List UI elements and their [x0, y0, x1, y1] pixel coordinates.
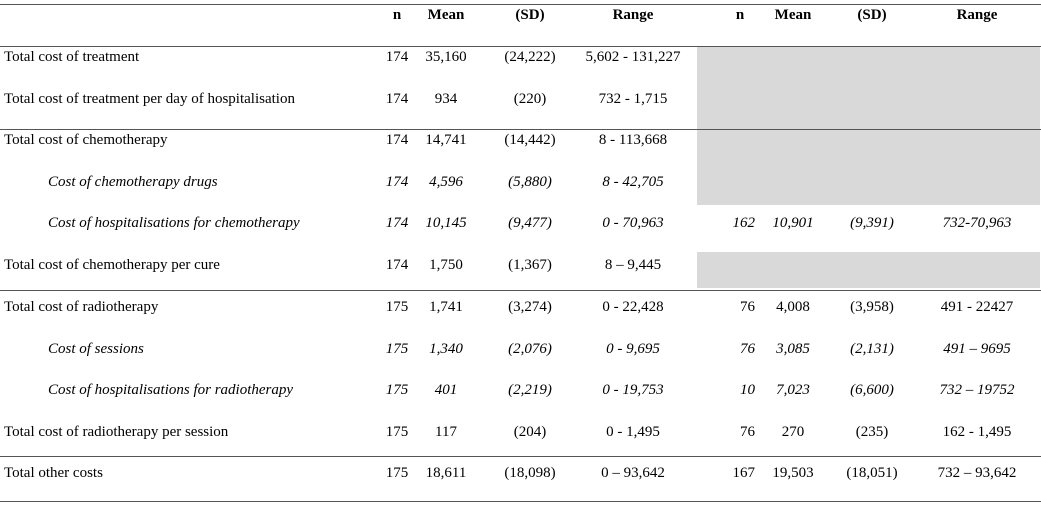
cell-b-3: 732-70,963 — [942, 215, 1012, 231]
rule-bottom — [0, 501, 1041, 502]
cell-a-2: (220) — [513, 91, 547, 107]
cell-a-0: 174 — [385, 91, 409, 107]
cell-b-3: 732 – 19752 — [939, 382, 1015, 398]
shaded-block-3 — [697, 252, 1040, 288]
cell-b-2: (18,051) — [846, 465, 898, 481]
cell-b-0: 76 — [740, 341, 755, 357]
header-range-1: Range — [612, 7, 654, 23]
cell-a-3: 8 - 42,705 — [602, 174, 664, 190]
cell-a-3: 5,602 - 131,227 — [585, 49, 681, 65]
cell-b-2: (9,391) — [850, 215, 894, 231]
cell-a-1: 4,596 — [429, 174, 463, 190]
row-label: Total cost of treatment — [4, 49, 140, 65]
cell-a-3: 0 - 1,495 — [606, 424, 660, 440]
cell-b-0: 10 — [740, 382, 755, 398]
rule-radio — [0, 290, 1041, 291]
cell-b-3: 732 – 93,642 — [937, 465, 1017, 481]
cell-a-2: (18,098) — [504, 465, 556, 481]
cell-a-2: (204) — [513, 424, 547, 440]
header-sd-1: (SD) — [515, 7, 545, 23]
cell-a-1: 18,611 — [425, 465, 467, 481]
cell-a-3: 0 – 93,642 — [601, 465, 665, 481]
cell-b-3: 162 - 1,495 — [942, 424, 1012, 440]
header-mean-1: Mean — [427, 7, 465, 23]
cell-a-3: 8 – 9,445 — [604, 257, 662, 273]
cell-b-1: 19,503 — [772, 465, 814, 481]
header-mean-2: Mean — [774, 7, 812, 23]
cell-a-0: 174 — [385, 132, 409, 148]
row-label: Total cost of chemotherapy — [4, 132, 168, 148]
row-label: Total cost of radiotherapy per session — [4, 424, 229, 440]
cell-a-0: 175 — [385, 382, 409, 398]
cell-a-2: (9,477) — [508, 215, 552, 231]
rule-top — [0, 4, 1041, 5]
cell-a-1: 35,160 — [425, 49, 467, 65]
cell-a-0: 174 — [385, 49, 409, 65]
shaded-block-1 — [697, 47, 1040, 129]
row-label: Cost of hospitalisations for chemotherapy — [48, 215, 300, 231]
cell-a-0: 174 — [385, 215, 409, 231]
cell-b-0: 162 — [732, 215, 755, 231]
cell-b-0: 167 — [732, 465, 755, 481]
cell-b-3: 491 - 22427 — [940, 299, 1014, 315]
cell-a-2: (2,219) — [508, 382, 552, 398]
cell-b-2: (6,600) — [850, 382, 894, 398]
cell-a-1: 1,750 — [429, 257, 463, 273]
cell-a-3: 732 - 1,715 — [598, 91, 668, 107]
cell-a-0: 175 — [385, 341, 409, 357]
cell-a-1: 401 — [434, 382, 458, 398]
row-label: Total cost of radiotherapy — [4, 299, 159, 315]
cell-b-2: (3,958) — [850, 299, 894, 315]
cell-b-3: 491 – 9695 — [943, 341, 1011, 357]
rule-header — [0, 46, 1041, 47]
cell-a-1: 934 — [434, 91, 458, 107]
cell-b-1: 10,901 — [772, 215, 814, 231]
cell-a-2: (14,442) — [504, 132, 556, 148]
cell-a-1: 117 — [435, 424, 457, 440]
cell-a-0: 175 — [385, 424, 409, 440]
cell-a-1: 1,741 — [429, 299, 463, 315]
header-sd-2: (SD) — [857, 7, 887, 23]
cell-a-1: 10,145 — [425, 215, 467, 231]
cell-b-2: (235) — [855, 424, 889, 440]
rule-other — [0, 456, 1041, 457]
cell-b-0: 76 — [740, 424, 755, 440]
row-label: Cost of hospitalisations for radiotherapy — [48, 382, 294, 398]
cell-a-2: (5,880) — [508, 174, 552, 190]
cell-a-3: 0 - 22,428 — [602, 299, 664, 315]
cell-b-1: 3,085 — [776, 341, 810, 357]
cell-a-3: 0 - 9,695 — [606, 341, 660, 357]
row-label: Cost of chemotherapy drugs — [48, 174, 218, 190]
cell-a-2: (1,367) — [508, 257, 552, 273]
row-label: Total cost of chemotherapy per cure — [4, 257, 220, 273]
header-n-2: n — [735, 7, 745, 23]
header-n-1: n — [392, 7, 402, 23]
cell-a-2: (2,076) — [508, 341, 552, 357]
cell-a-0: 175 — [385, 299, 409, 315]
cell-b-1: 270 — [781, 424, 805, 440]
cell-a-2: (3,274) — [508, 299, 552, 315]
rule-chemo — [0, 129, 1041, 130]
row-label: Total other costs — [4, 465, 103, 481]
cell-a-0: 174 — [385, 257, 409, 273]
cell-a-2: (24,222) — [504, 49, 556, 65]
cell-a-1: 1,340 — [429, 341, 463, 357]
cell-a-0: 175 — [385, 465, 409, 481]
cell-a-0: 174 — [385, 174, 409, 190]
cell-b-2: (2,131) — [850, 341, 894, 357]
cell-a-3: 8 - 113,668 — [598, 132, 668, 148]
shaded-block-2 — [697, 130, 1040, 205]
cell-a-1: 14,741 — [425, 132, 467, 148]
row-label: Total cost of treatment per day of hospitalisation — [4, 91, 295, 107]
cell-a-3: 0 - 19,753 — [602, 382, 664, 398]
row-label: Cost of sessions — [48, 341, 144, 357]
cell-a-3: 0 - 70,963 — [602, 215, 664, 231]
cell-b-1: 4,008 — [776, 299, 810, 315]
header-range-2: Range — [956, 7, 998, 23]
cell-b-1: 7,023 — [776, 382, 810, 398]
cell-b-0: 76 — [740, 299, 755, 315]
